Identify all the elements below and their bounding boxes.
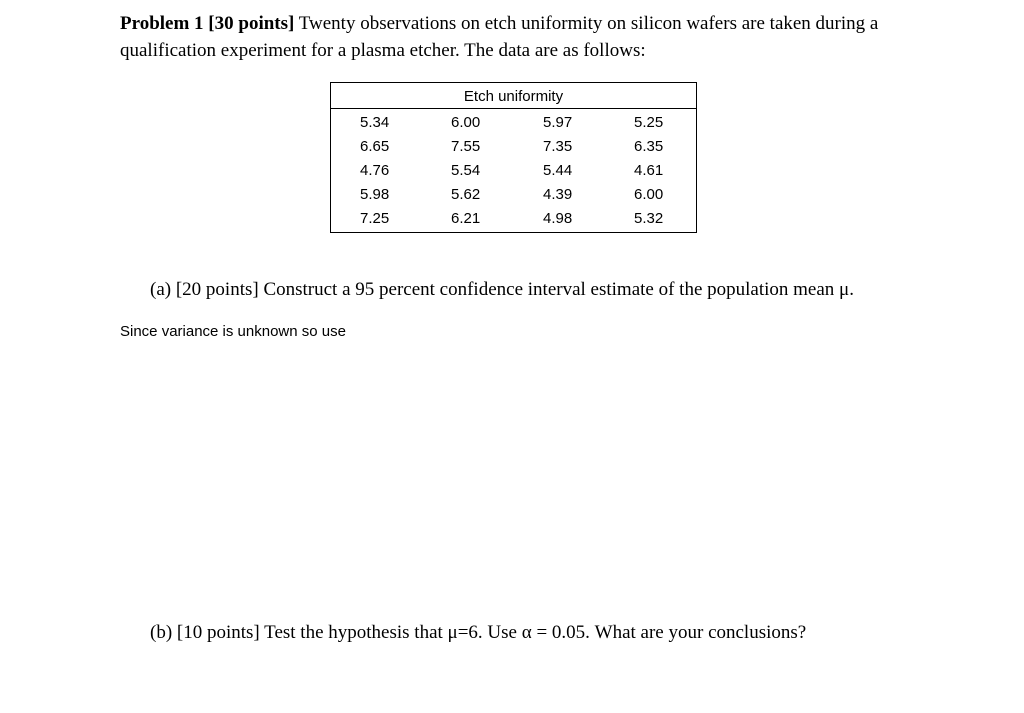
table-cell: 6.00 xyxy=(634,186,664,203)
question-part-a: (a) [20 points] Construct a 95 percent confidence interval estimate of the population mean μ. xyxy=(150,279,854,300)
table-row xyxy=(331,159,696,183)
table-cell: 4.76 xyxy=(360,162,390,179)
table-cell: 6.65 xyxy=(360,138,390,155)
table-cell: 5.62 xyxy=(451,186,481,203)
table-cell: 7.55 xyxy=(451,138,481,155)
table-cell: 7.25 xyxy=(360,210,390,227)
table-cell: 4.61 xyxy=(634,162,664,179)
table-cell: 5.34 xyxy=(360,114,390,131)
table-row xyxy=(331,111,696,135)
table-row xyxy=(331,135,696,159)
table-row xyxy=(331,207,696,231)
etch-uniformity-table xyxy=(330,82,697,233)
problem-description: Twenty observations on etch uniformity on silicon wafers are taken during a qualification experiment for a plasma etcher. The data are as follows: xyxy=(120,13,879,61)
table-cell: 4.98 xyxy=(543,210,573,227)
problem-label: Problem 1 [30 points] xyxy=(120,13,295,34)
table-cell: 5.25 xyxy=(634,114,664,131)
table-title: Etch uniformity xyxy=(331,83,696,109)
table-cell: 6.00 xyxy=(451,114,481,131)
table-cell: 5.32 xyxy=(634,210,664,227)
table-cell: 6.35 xyxy=(634,138,664,155)
table-cell: 5.97 xyxy=(543,114,573,131)
table-row xyxy=(331,183,696,207)
table-cell: 7.35 xyxy=(543,138,573,155)
table-cell: 5.44 xyxy=(543,162,573,179)
question-part-b: (b) [10 points] Test the hypothesis that μ=6. Use α = 0.05. What are your conclusions? xyxy=(150,622,807,643)
table-cell: 5.98 xyxy=(360,186,390,203)
table-cell: 4.39 xyxy=(543,186,573,203)
table-cell: 6.21 xyxy=(451,210,481,227)
answer-text: Since variance is unknown so use xyxy=(120,323,346,340)
problem-statement xyxy=(120,10,900,64)
table-cell: 5.54 xyxy=(451,162,481,179)
